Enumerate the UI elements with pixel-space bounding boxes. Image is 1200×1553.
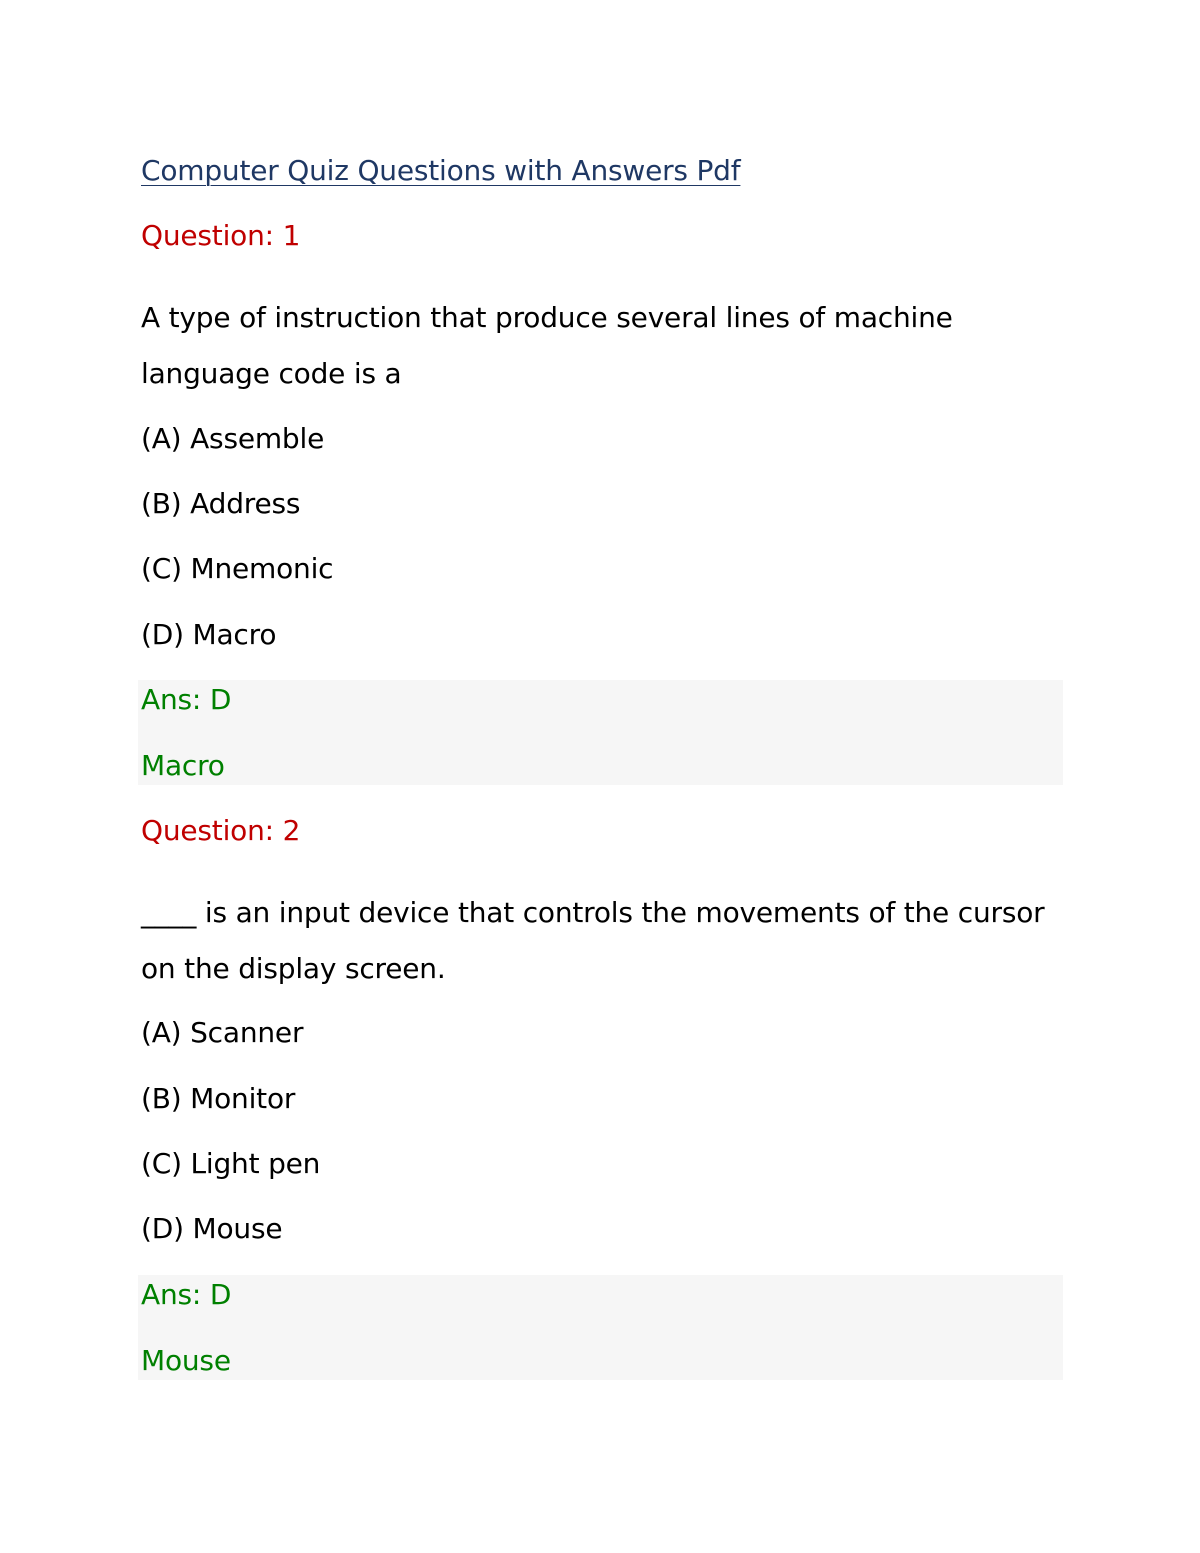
question-2-text-line-2: on the display screen. (141, 952, 446, 985)
document-title[interactable]: Computer Quiz Questions with Answers Pdf (141, 154, 741, 187)
question-1-answer-box (138, 680, 1063, 785)
question-1-option-b: (B) Address (141, 487, 301, 520)
question-2-text-line-1: ____ is an input device that controls the movements of the cursor (141, 896, 1045, 929)
question-1-option-d: (D) Macro (141, 618, 277, 651)
question-1-option-a: (A) Assemble (141, 422, 325, 455)
question-2-answer-text: Mouse (141, 1344, 231, 1377)
question-2-option-c: (C) Light pen (141, 1147, 321, 1180)
question-2-answer-box (138, 1275, 1063, 1380)
question-1-text-line-1: A type of instruction that produce several lines of machine (141, 301, 953, 334)
question-2-option-d: (D) Mouse (141, 1212, 283, 1245)
question-1-label: Question: 1 (141, 219, 301, 252)
question-2-label: Question: 2 (141, 814, 301, 847)
question-2-option-a: (A) Scanner (141, 1016, 304, 1049)
question-1-answer-text: Macro (141, 749, 225, 782)
question-2-option-b: (B) Monitor (141, 1082, 296, 1115)
question-2-answer: Ans: D (141, 1278, 232, 1311)
question-1-answer: Ans: D (141, 683, 232, 716)
question-1-option-c: (C) Mnemonic (141, 552, 334, 585)
question-1-text-line-2: language code is a (141, 357, 402, 390)
